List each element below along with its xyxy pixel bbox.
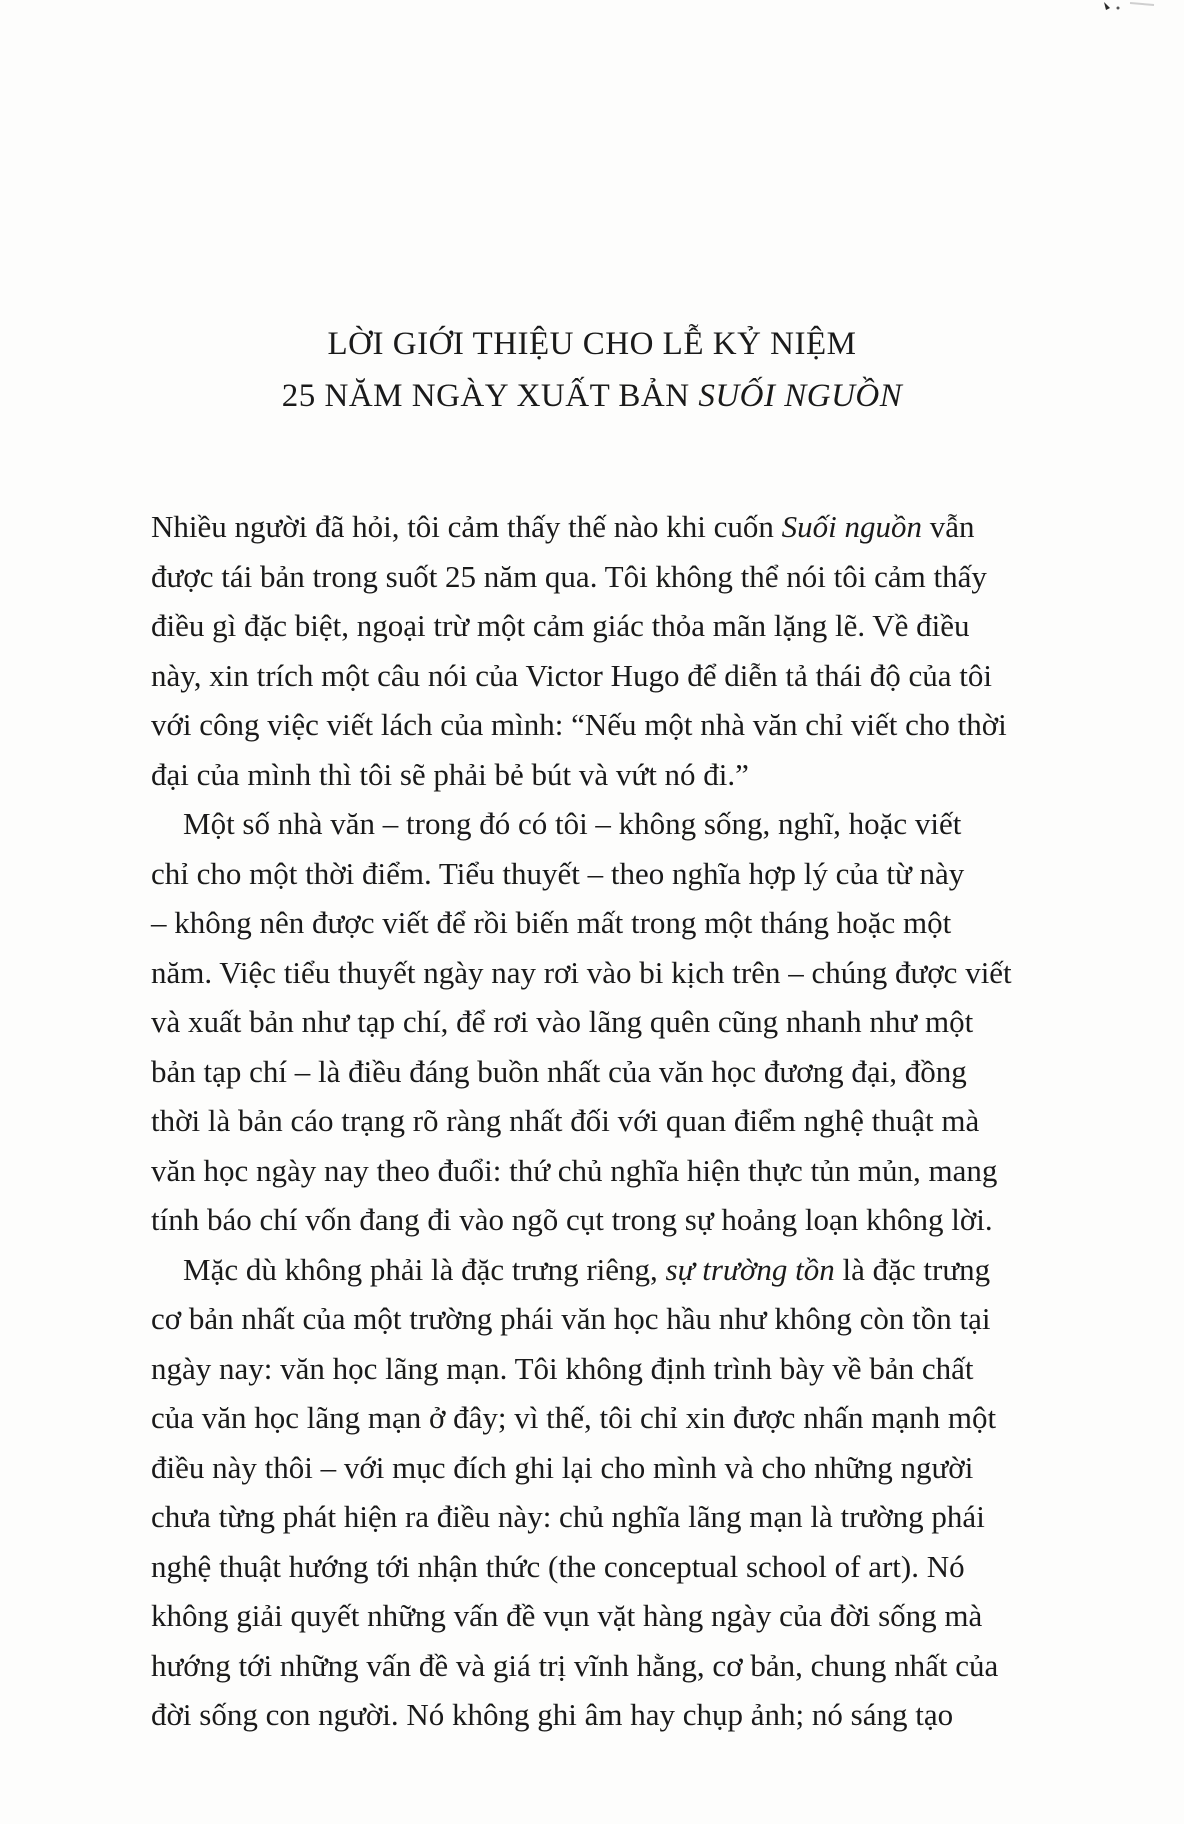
heading-book-title: SUỐI NGUỒN <box>698 378 903 414</box>
text-segment: được tái bản trong suốt 25 năm qua. Tôi không thể nói tôi cảm thấy <box>151 558 987 594</box>
paragraph <box>151 799 1089 1245</box>
text-line <box>151 502 1089 552</box>
text-segment: – không nên được viết để rồi biến mất trong một tháng hoặc một <box>151 905 952 940</box>
text-line <box>151 1195 1089 1245</box>
paragraph <box>151 502 1089 799</box>
text-segment: này, xin trích một câu nói của Victor Hugo để diễn tả thái độ của tôi <box>151 657 992 693</box>
text-segment: với công việc viết lách của mình: “Nếu một nhà văn chỉ viết cho thời <box>151 707 1007 742</box>
text-segment: ngày nay: văn học lãng mạn. Tôi không định trình bày về bản chất <box>151 1350 974 1386</box>
text-segment: điều này thôi – với mục đích ghi lại cho mình và cho những người <box>151 1449 974 1485</box>
italic-segment: sự trường tồn <box>665 1251 835 1287</box>
text-line <box>151 1344 1089 1394</box>
text-line <box>151 1393 1089 1443</box>
text-line <box>151 1294 1089 1344</box>
text-line <box>151 1146 1089 1196</box>
text-segment: vẫn <box>922 509 975 544</box>
text-line <box>151 1542 1089 1592</box>
italic-segment: Suối nguồn <box>781 509 923 544</box>
text-segment: điều gì đặc biệt, ngoại trừ một cảm giác thỏa mãn lặng lẽ. Về điều <box>151 608 970 643</box>
text-segment: Nhiều người đã hỏi, tôi cảm thấy thế nào khi cuốn <box>151 509 782 544</box>
text-line <box>151 948 1089 998</box>
text-line <box>151 750 1089 800</box>
heading-line-2-text: 25 NĂM NGÀY XUẤT BẢN <box>281 378 699 414</box>
text-line <box>151 898 1089 948</box>
text-line <box>151 1443 1089 1493</box>
text-line <box>151 700 1089 750</box>
text-segment: đời sống con người. Nó không ghi âm hay chụp ảnh; nó sáng tạo <box>151 1697 954 1732</box>
text-segment: năm. Việc tiểu thuyết ngày nay rơi vào bi kịch trên – chúng được viết <box>151 954 1012 990</box>
text-segment: Mặc dù không phải là đặc trưng riêng, <box>183 1251 666 1287</box>
scan-smudge-mark <box>1096 0 1156 12</box>
text-segment: hướng tới những vấn đề và giá trị vĩnh hằng, cơ bản, chung nhất của <box>151 1647 999 1683</box>
text-segment: đại của mình thì tôi sẽ phải bẻ bút và vứt nó đi.” <box>151 756 749 792</box>
text-line <box>151 552 1089 602</box>
text-line <box>151 1690 1089 1740</box>
text-line <box>151 601 1089 651</box>
text-segment: và xuất bản như tạp chí, để rơi vào lãng quên cũng nhanh như một <box>151 1004 974 1039</box>
text-line <box>151 651 1089 701</box>
text-line <box>151 1245 1089 1295</box>
text-segment: là đặc trưng <box>834 1251 991 1287</box>
heading-line-1: LỜI GIỚI THIỆU CHO LỄ KỶ NIỆM <box>327 326 857 362</box>
text-line <box>151 1096 1089 1146</box>
text-segment: thời là bản cáo trạng rõ ràng nhất đối với quan điểm nghệ thuật mà <box>151 1103 980 1138</box>
text-segment: cơ bản nhất của một trường phái văn học hầu như không còn tồn tại <box>151 1301 991 1336</box>
paragraph <box>151 1245 1089 1740</box>
text-segment: văn học ngày nay theo đuổi: thứ chủ nghĩa hiện thực tủn mủn, mang <box>151 1152 998 1188</box>
text-segment: chưa từng phát hiện ra điều này: chủ nghĩa lãng mạn là trường phái <box>151 1499 985 1534</box>
text-segment: của văn học lãng mạn ở đây; vì thế, tôi chỉ xin được nhấn mạnh một <box>151 1400 997 1435</box>
text-line <box>151 997 1089 1047</box>
text-line <box>151 849 1089 899</box>
text-segment: bản tạp chí – là điều đáng buồn nhất của văn học đương đại, đồng <box>151 1053 967 1089</box>
text-line <box>151 1047 1089 1097</box>
text-line <box>151 799 1089 849</box>
text-line <box>151 1641 1089 1691</box>
chapter-heading <box>0 318 1184 422</box>
text-line <box>151 1492 1089 1542</box>
text-segment: chỉ cho một thời điểm. Tiểu thuyết – theo nghĩa hợp lý của từ này <box>151 855 965 891</box>
text-segment: nghệ thuật hướng tới nhận thức (the conceptual school of art). Nó <box>151 1548 965 1584</box>
text-segment: tính báo chí vốn đang đi vào ngõ cụt trong sự hoảng loạn không lời. <box>151 1202 993 1237</box>
text-segment: Một số nhà văn – trong đó có tôi – không sống, nghĩ, hoặc viết <box>183 806 962 841</box>
body-text <box>151 502 1089 1740</box>
text-segment: không giải quyết những vấn đề vụn vặt hàng ngày của đời sống mà <box>151 1598 983 1633</box>
heading-line-2 <box>0 370 1184 422</box>
text-line <box>151 1591 1089 1641</box>
